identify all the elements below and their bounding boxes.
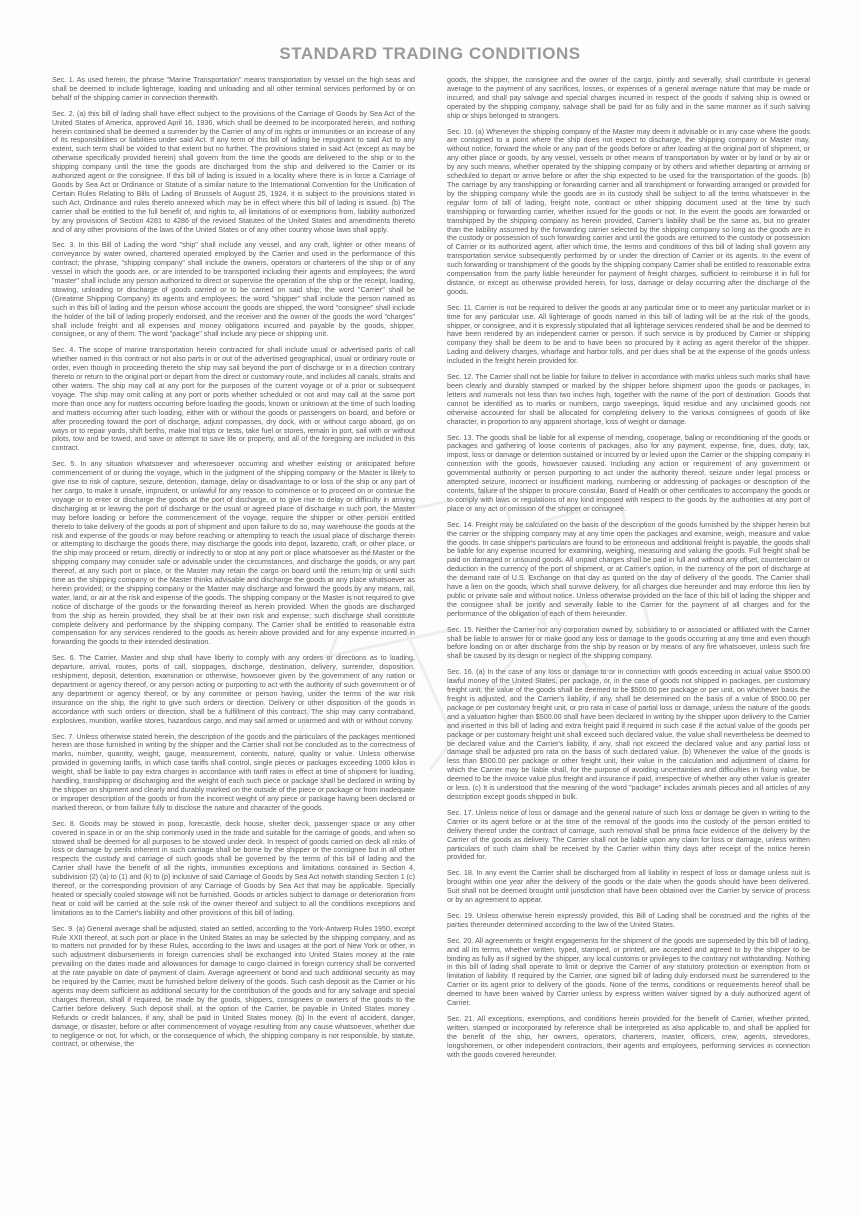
left-clause: Sec. 4. The scope of marine transportation herein contracted for shall include usual or advertised parts of call whether named in this contract or not also parts in or out of the advertised geographical, usual or ordinary route or order, even though in proceeding thereto the ship may sail beyond the port of discharge or in a direction contrary thereto or return to the original port or depart from the direct or customary route, and includes all canals, straits and other waters. The ship may call at any port for the purposes of the current voyage or of a prior or subsequent voyage. The ship may omit calling at any port or ports whether scheduled or not and may call at the same port more than once any for matters occurring before loading the goods, known or unknown at the time of such loading and matters occurring after such loading, either with or without the goods or passengers on board, and before or after proceeding toward the port of discharge, adjust compasses, dry dock, with or without cargo aboard, go on ways or to repair yards, shift berths, make trial trips or tests, take fuel or stores, remain in port, sail with or without pilots, tow and be towed, and save or attempt to save life or property, and all of the foregoing are included in this contract. (52, 346, 415, 453)
right-clause: Sec. 20. All agreements or freight engagements for the shipment of the goods are superseded by this bill of lading, and all its terms, whether written, typed, stamped, or printed, are accepted and agreed to by the shipper to be binding as fully as if signed by the shipper, any local customs or privileges to the contrary not withstanding. Nothing in this bill of lading shall operate to limit or deprive the Carrier of any statutory protection or exemption from or limitation of liability. If required by the Carrier, one signed bill of lading duly endorsed must be surrendered to the Carrier or its agent prior to delivery of the goods. None of the terms, conditions or requirements hereof shall be deemed to have been waived by Carrier unless by express written waiver signed by a duly authorized agent of Carrier. (447, 936, 810, 1008)
right-clause: Sec. 16. (a) In the case of any loss or damage to or in connection with goods exceeding in actual value $500.00 lawful money of the United States, per package, or, in the case of goods not shipped in packages, per customary freight unit, the value of the goods shall be deemed to be $500.00 per package or per unit, on whichever basis the freight is adjusted, and the Carrier's liability, if any, shall be determined on the basis of a value of $500.00 per package or per customary freight unit, or pro rata in case of partial loss or damage, unless the nature of the goods and a valuation higher than $500.00 shall have been declared in writing by the shipper upon delivery to the Carrier and inserted in this bill of lading and extra freight paid if required in such case if the actual value of the goods per package or per customary freight unit shall exceed such declared value, the value shall nevertheless be deemed to be declared value and the Carrier's liability, if any, shall not exceed the declared value and any partial loss or damage shall be adjusted pro rata on the basis of such declared value. (b) Whenever the value of the goods is less than $500.00 per package or other freight unit, their value in the calculation and adjustment of claims for which the Carrier may be liable shall, for the purpose of avoiding uncertainties and difficulties in fixing value, be deemed to be the invoice value plus freight and insurance if paid, irrespective of whether any other value is greater or less. (c) It is understood that the meaning of the word "package" includes animals pieces and all articles of any description except goods shipped in bulk. (447, 668, 810, 801)
left-clause: Sec. 1. As used herein, the phrase "Marine Transportation" means transportation by vessel on the high seas and shall be deemed to include lighterage, loading and unloading and all other terminal services performed by or on behalf of the shipping carrier in connection therewith. (52, 76, 415, 102)
right-clause: Sec. 13. The goods shall be liable for all expense of mending, cooperage, baling or reconditioning of the goods or packages and gathering of loose contents of packages, also for any payment, expense, fine, dues, duty, tax, impost, loss or damage or detention sustained or incurred by or levied upon the Carrier or the shipping company in connection with the goods, howsoever caused. Including any action or requirement of any government or governmental authority or person purporting to act under the authority thereof, seizure under legal process or attempted seizure, incorrect or insufficient marking, numbering or addressing of packages or description of the contents, failure of the shipper to procure consular, Board of Health or other certificates to accompany the goods or to comply with laws or regulations of any kind imposed with respect to the goods by the authorities at any port of place or any act or omission of the shipper or consignee. (447, 433, 810, 513)
page-title: STANDARD TRADING CONDITIONS (279, 44, 581, 63)
right-clause: Sec. 17. Unless notice of loss or damage and the general nature of such loss or damage be given in writing to the Carrier or its agent before or at the time of the removal of the goods into the custody of the person entitled to delivery thereof under the contract of carriage, such removal shall be prima facie evidence of the delivery by the Carrier of the goods as delivery. The Carrier shall not be liable upon any claim for loss or damage, unless written particulars of such claim shall be received by the Carrier within thirty days after receipt of the notice herein provided for. (447, 808, 810, 862)
right-clause: Sec. 10. (a) Whenever the shipping company of the Master may deem it advisable or in any case where the goods are consigned to a point where the ship does not expect to discharge, the shipping company or Master may, without notice, forward the whole or any part of the goods before or after loading at the original port of shipment, or any other place or goods, by any vessel, vessels or other means of transportation by water or by land or by air or by any such means, whether operated by the shipping company or by others and whether departing or arriving or scheduled to depart or arrive before or after the ship expected to be used for the transportation of the goods. (b) The carriage by any transhipping or forwarding carrier and all transhipment or forwarding arranged or provided for by the shipping company while the goods are in its custody shall be subject to all the terms whatsoever in the regular form of bill of lading, freight note, contract or other shipping document used at the time by such transhipping or forwarding carrier, whether issued for the goods or not. In the event the goods are forwarded or transhipped by the shipping company as herein provided, Carrier's liability shall be the same as, but no greater than the liability assumed by the forwarding carrier selected by the shipping company so long as the goods are in the custody or possession of such forwarding carrier and until the goods are returned to the custody or possession of Carrier or its authorized agent, after which time, the terms and conditions of this bill of lading shall govern any transportation service subsequently performed by or under the direction of Carrier or its agents. In the event of such forwarding or transhipment of the goods by the shipping company Carrier shall be entitled to reasonable extra compensation from the party liable hereunder for payment of freight charges, sufficient to reimburse it in full for distance, or except as otherwise provided herein, for loss, damage or delay occurring after the discharge of the goods. (447, 127, 810, 296)
left-clause: Sec. 2. (a) this bill of lading shall have effect subject to the provisions of the Carriage of Goods by Sea Act of the United States of America, approved April 16, 1936, which shall be deemed to be incorporated herein, and nothing herein contained shall be deemed a surrender by the Carrier of any of its rights or immunities or an increase of any of its responsibilities or liabilities under said Act. If any term of this bill of lading be repugnant to said Act to any extent, such term shall be voided to that extent but no further. The provisions stated in said Act (except as may be otherwise specifically provided herein) shall govern from the time the goods are delivered to the ship or to the shipping company until the time the goods are discharged from the ship and delivered to the Carrier or its authorized agent or the consignee. If this bill of lading is issued in a locality where there is in force a Carriage of Goods by Sea Act or Ordinance or Statute of a similar nature to the International Convention for the Unification of Certain Rules Relating to Bills of Lading of Brussels of August 25, 1924, it is subject to the provisions stated in such Act, Ordinance and rules thereto annexed which may be in effect where this bill of lading is issued. (b) The carrier shall be entitled to the full benefit of, and rights to, all limitations of or exemptions from, liability authorized by any provisions of Section 4281 to 4286 of the revised Statutes of the United States and amendments thereto and of any other provisions of the laws of the United States or of any other country whose laws shall apply. (52, 109, 415, 234)
left-clause: Sec. 5. In any situation whatsoever and wheresoever occurring and whether existing or anticipated before commencement of or during the voyage, which in the judgment of the shipping company or the Master is likely to give rise to risk of capture, seizure, detention, damage, delay or disadvantage to or loss of the ship or any part of her cargo, to make it unsafe, imprudent, or unlawful for any reason to commence or to proceed on or continue the voyage or to enter or discharge the goods at the port of discharge, or to give rise to delay or difficulty in arriving discharging at or leaving the port of discharge or the usual or agreed place of discharge in such port, the Master may before loading or before the commencement of the voyage, require the shipper or other person entitled thereto to take delivery of the goods at port of shipment and upon failure to do so, may warehouse the goods at the risk and expense of the goods or may before reaching or attempting to reach the usual place of discharge therein or attempting to discharge the goods there, may discharge the goods into depot, lazaretto, craft, or other place, or the ship may proceed or return, directly or indirectly to or stop at any port or place whatsoever as the Master or the shipping company may consider safe or advisable under the circumstances, and discharge the goods, or any part thereof, at any such port or place, or the Master may retain the cargo on board until the return trip or until such time as the shipping company or the Master thinks advisable and discharge the goods at any place whatsoever as herein provided; or the shipping company or the Master may discharge and forward the goods by any means, rail, water, land, or air at the risk and expense of the goods. The shipping company or the Master is not required to give notice of discharge of the goods or the forwarding thereof as herein provided. When the goods are discharged from the ship as herein provided, they shall be at their own risk and expense; such discharge shall constitute complete delivery and performance by the shipping company. The Carrier shall be entitled to reasonable extra compensation for any services rendered to the goods as herein above provided and for any expense incurred in forwarding the goods to their intended destination. (52, 460, 415, 647)
left-column (52, 76, 415, 1176)
left-clause: Sec. 8. Goods may be stowed in poop, forecastle, deck house, shelter deck, passenger space or any other covered in space in or on the ship commonly used in the trade and suitable for the carriage of goods, and when so stowed shall be deemed for all purposes to be stowed under deck. In respect of goods carried on deck all risks of loss or damage by perils inherent in such carriage shall be borne by the shipper or the consignee but in all other respects the custody and carriage of such goods shall be governed by the terms of this bill of lading and the Carrier shall have the benefit of all the rights, immunities exceptions and limitations contained in Section 4, subdivision (2) (a) to (1) and (k) to (p) inclusive of said Carriage of Goods by Sea Act notwith standing Section 1 (c) thereof, or the corresponding provision of any Carriage of Goods by Sea Act that may be applicable. Specially heated or specially cooled stowage will not be furnished. Goods or articles subject to damage or deterioration from heat or cold will be carried at the sole risk of the owner thereof and subject to all the conditions exceptions and limitations as to the Carrier's liability and other provisions of this bill of lading. (52, 819, 415, 917)
terms-body (52, 76, 810, 1176)
right-clause: Sec. 12. The Carrier shall not be liable for failure to deliver in accordance with marks unless such marks shall have been clearly and durably stamped or marked by the shipper before shipment upon the goods or packages, in letters and numerals not less than two inches high, together with the name of the port of destination. Goods that cannot be identified as to marks or numbers, cargo sweepings, liquid residue and any unclaimed goods not otherwise accounted for shall be allocated for completing delivery to the various consignees of goods of like character, in proportion to any apparent shortage, loss of weight or damage. (447, 373, 810, 426)
right-clause: Sec. 11. Carrier is not be required to deliver the goods at any particular time or to meet any particular market or in time for any particular use. All lighterage of goods named in this bill of lading will be at the risk of the goods, shipper, or consignee, and it is expressly stipulated that all lighterage services rendered shall be and be deemed to have been rendered by an independent carrier or person. If such service is by produced by Carrier or shipping company they shall be deem to be and to have been so procured by it acting as agent therefor of the shipper. Lading and delivery charges, wharfage and harbor tolls, and per dues shall be at the expense of the goods unless included in the freight herein provided for. (447, 303, 810, 366)
right-clause: Sec. 18. In any event the Carrier shall be discharged from all liability in respect of loss or damage unless suit is brought within one year after the delivery of the goods or the date when the goods should have been delivered. Suit shall not be deemed brought until jurisdiction shall have been obtained over the Carrier by service of process or by an agreement to appear. (447, 869, 810, 905)
left-clause: Sec. 3. In this Bill of Lading the word "ship" shall include any vessel, and any craft, lighter or other means of conveyance by water owned, chartered operated employed by the Carrier and used in the performance of this contract; the phrase, "shipping company" shall include the owners, operators or charterers of the ship or of any vessel in which the goods are, or are intended to be transported including their agents and employees; the word "master" shall include any person authorized to direct or supervise the operation of the ship or the receipt, loading, stowing, unloading or discharge of goods carried or to be carried on said ship; the word "Carrier" shall be (Greatime Shipping Company) its agents and employees; the word "shipper" shall include the person named as such in this bill of lading and the person whose account the goods are shipped, the word "consignee" shall include the holder of the bill of lading properly endorsed, and the receiver and the owner of the goods the word "charges" shall include freight and all expenses and money obligations incurred and payable by the goods, shipper, consignee, or any of them. The word "package" shall include any piece or shipping unit. (52, 241, 415, 339)
right-clause: Sec. 15. Neither the Carrier nor any corporation owned by, subsidiary to or associated or affiliated with the Carrier shall be liable to answer for or make good any loss or damage to the goods occurring at any time and even though before loading on or after discharge from the ship by reason or by means of any fire whatsoever, unless such fire shall be caused by its design or neglect of the shipping company. (447, 625, 810, 661)
left-clause: Sec. 7. Unless otherwise stated herein, the description of the goods and the particulars of the packages mentioned herein are those furnished in writing by the shipper and the Carrier shall not be concluded as to the correctness of marks, number, quantity, weight, gauge, measurement, contents, nature, quality or value. Unless otherwise provided in governing tariffs, in which case tariffs shall control, single pieces or packages exceeding 1000 kilos in weight, shall be liable to pay extra charges in accordance with tariff rates in effect at time of shipment for loading, handling, transhipping or discharging and the weight of each such piece or package shall be declared in writing by the shipper on shipment and clearly and durably marked on the outside of the piece or package or from inadequate or improper description of the goods or from the incorrect weight of any piece or package having been declared or marked thereon, or from failure fully to disclose the nature and character of the goods. (52, 732, 415, 812)
right-column (447, 76, 810, 1176)
right-clause: Sec. 19. Unless otherwise herein expressly provided, this Bill of Lading shall be construed and the rights of the parties thereunder determined according to the law of the United States. (447, 911, 810, 929)
right-clause: Sec. 21. All exceptions, exemptions, and conditions herein provided for the benefit of Carrier, whether printed, written, stamped or incorporated by reference shall be interpreted as also applicable to, and shall be applied for the benefit of the ship, her owners, operators, charterers, master, officers, crew, agents, stevedores, longshoremen, or other independent contractors, their agents and employees, performing services in connection with the goods covered hereunder. (447, 1015, 810, 1059)
left-clause: Sec. 6. The Carrier, Master and ship shall have liberty to comply with any orders or directions as to loading, departure, arrival, routes, ports of call, stoppages, discharge, destination, delivery, surrender, disposition, reshipment, deposit, detention, examination or otherwise, howsoever given by the government of any nation or department or agency thereof, or any person acting or purporting to act with the authority of such government or of any department or agency thereof, or by any committee or person having, under the terms of the war risk insurance on the ship, the right to give such orders or direction. Delivery or other disposition of the goods in accordance with such orders or direction, shall be a fulfillment of this contract. The ship may carry contraband, explosives, munition, warlike stores, hazardous cargo, and may sail armed or unarmed and with or without convoy. (52, 654, 415, 725)
left-clause: Sec. 9. (a) General average shall be adjusted, stated an settled, according to the York-Antwerp Rules 1950, except Rule XXII thereof, at such port or place in the United States as may be selected by the shipping company, and as to matters not provided for by these Rules, according to the laws and usages at the port of New York or other, in such adjustment disbursements in foreign currencies shall be exchanged into United States money at the rate prevailing on the dates made and allowances for damage to cargo claimed in foreign currency shall be converted at the rate payable on date of payment of claim. Average agreement or bond and such additional security as may be required by the Carrier, must be furnished before delivery of the goods. Such cash deposit as the Carrier or his agents may deem sufficient as additional security for the contribution of the goods and for any salvage and special charges thereon, shall if required, be made by the goods, shippers, consignees or owners of the goods to the Carrier before delivery. Such deposit shall, at the option of the Carrier, be payable in United States money . Refunds or credit balances, if any, shall be paid in United States money. (b) In the event of accident, danger, damage, or disaster, before or after commencement of voyage resulting from any cause whatsoever, whether due to negligence or not, for which, or the consequence of which, the shipping company is not responsible, by statute, contract, or otherwise, the (52, 924, 415, 1049)
right-clause: Sec. 14. Freight may be calculated on the basis of the description of the goods furnished by the shipper herein but the carrier or the shipping company may at any time open the packages and examine, weigh, measure and value the goods. In case shipper's particulars are found to be erroneous and additional freight is payable, the goods shall be liable for any expense incurred for examining, weighing, measuring and valuing the goods. Full freight shall be paid on damaged or unsound goods. All unpaid charges shall be paid in full and without any offset, counterclaim or deduction in the currency of the port of shipment, or at Carrier's option, in the currency of the port of discharge at the demand rate of U.S. Exchange on that day as quoted on the day of delivery of the goods. The Carrier shall have a lien on the goods, which shall survive delivery, for all charges due hereunder and may enforce this lien by public or private sale and without notice. Unless otherwise provided on the face of this bill of lading the shipper and the consignee shall be jointly and severally liable to the Carrier for the payment of all charges and for the performance of the obligation of each of them hereunder. (447, 520, 810, 618)
right-clause: goods, the shipper, the consignee and the owner of the cargo, jointly and severally, shall contribute in general average to the payment of any sacrifices, losses, or expenses of a general average nature that may be made or incurred, and shall pay salvage and special charges incurred in respect of the goods if salving ship is owned or operated by the shipping company, salvage shall be paid for as fully and in the same manner as if such salving ship or ships belonged to strangers. (447, 76, 810, 120)
